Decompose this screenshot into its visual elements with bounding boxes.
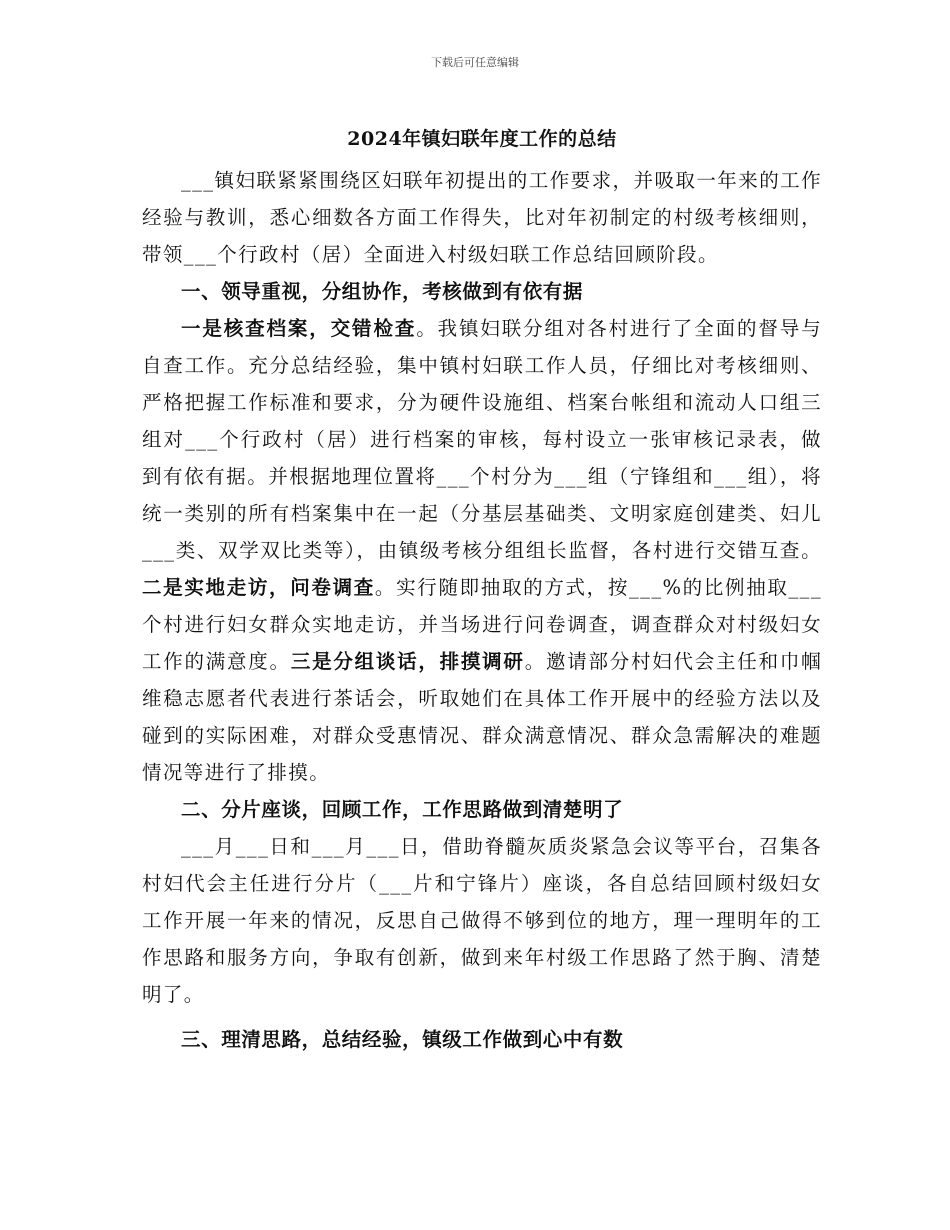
- point-2-text: 。实行随即抽取的方式，按___%的比例抽取___个村进行妇女群众实地走访，并当场进行问卷调查，调查群众对村级妇女工作的满意度。: [142, 576, 822, 673]
- section-1-paragraph: [142, 310, 822, 791]
- document-title: 2024年镇妇联年度工作的总结: [347, 128, 617, 150]
- header-note: 下载后可任意编辑: [431, 56, 519, 69]
- section-1-heading: 一、领导重视，分组协作，考核做到有依有据: [181, 280, 584, 303]
- section-2-paragraph: ___月___日和___月___日，借助脊髓灰质炎紧急会议等平台，召集各村妇代会主任进行分片（___片和宁锋片）座谈，各自总结回顾村级妇女工作开展一年来的情况，反思自己做得不够到位的地方，理一理明年的工作思路和服务方向，争取有创新，做到来年村级工作思路了然于胸、清楚明了。: [142, 835, 822, 1006]
- point-2-title: 二是实地走访，问卷调查: [142, 576, 375, 599]
- point-1-text: 。我镇妇联分组对各村进行了全面的督导与自查工作。充分总结经验，集中镇村妇联工作人员，仔细比对考核细则、严格把握工作标准和要求，分为硬件设施组、档案台帐组和流动人口组三组对___个行政村（居）进行档案的审核，每村设立一张审核记录表，做到有依有据。并根据地理位置将___个村分为___组（宁锋组和___组），将统一类别的所有档案集中在一起（分基层基础类、文明家庭创建类、妇儿___类、双学双比类等），由镇级考核分组组长监督，各村进行交错互查。: [142, 317, 822, 562]
- intro-paragraph: ___镇妇联紧紧围绕区妇联年初提出的工作要求，并吸取一年来的工作经验与教训，悉心细数各方面工作得失，比对年初制定的村级考核细则，带领___个行政村（居）全面进入村级妇联工作总结回顾阶段。: [142, 169, 822, 266]
- point-1-title: 一是核查档案，交错检查: [181, 317, 417, 340]
- point-3-title: 三是分组谈话，排摸调研: [290, 650, 525, 673]
- section-3-heading: 三、理清思路，总结经验，镇级工作做到心中有数: [181, 1028, 624, 1051]
- point-3-text: 。邀请部分村妇代会主任和巾帼维稳志愿者代表进行茶话会，听取她们在具体工作开展中的经验方法以及碰到的实际困难，对群众受惠情况、群众满意情况、群众急需解决的难题情况等进行了排摸。: [142, 650, 822, 784]
- section-2-heading: 二、分片座谈，回顾工作，工作思路做到清楚明了: [181, 798, 624, 821]
- document-body: [142, 120, 822, 1058]
